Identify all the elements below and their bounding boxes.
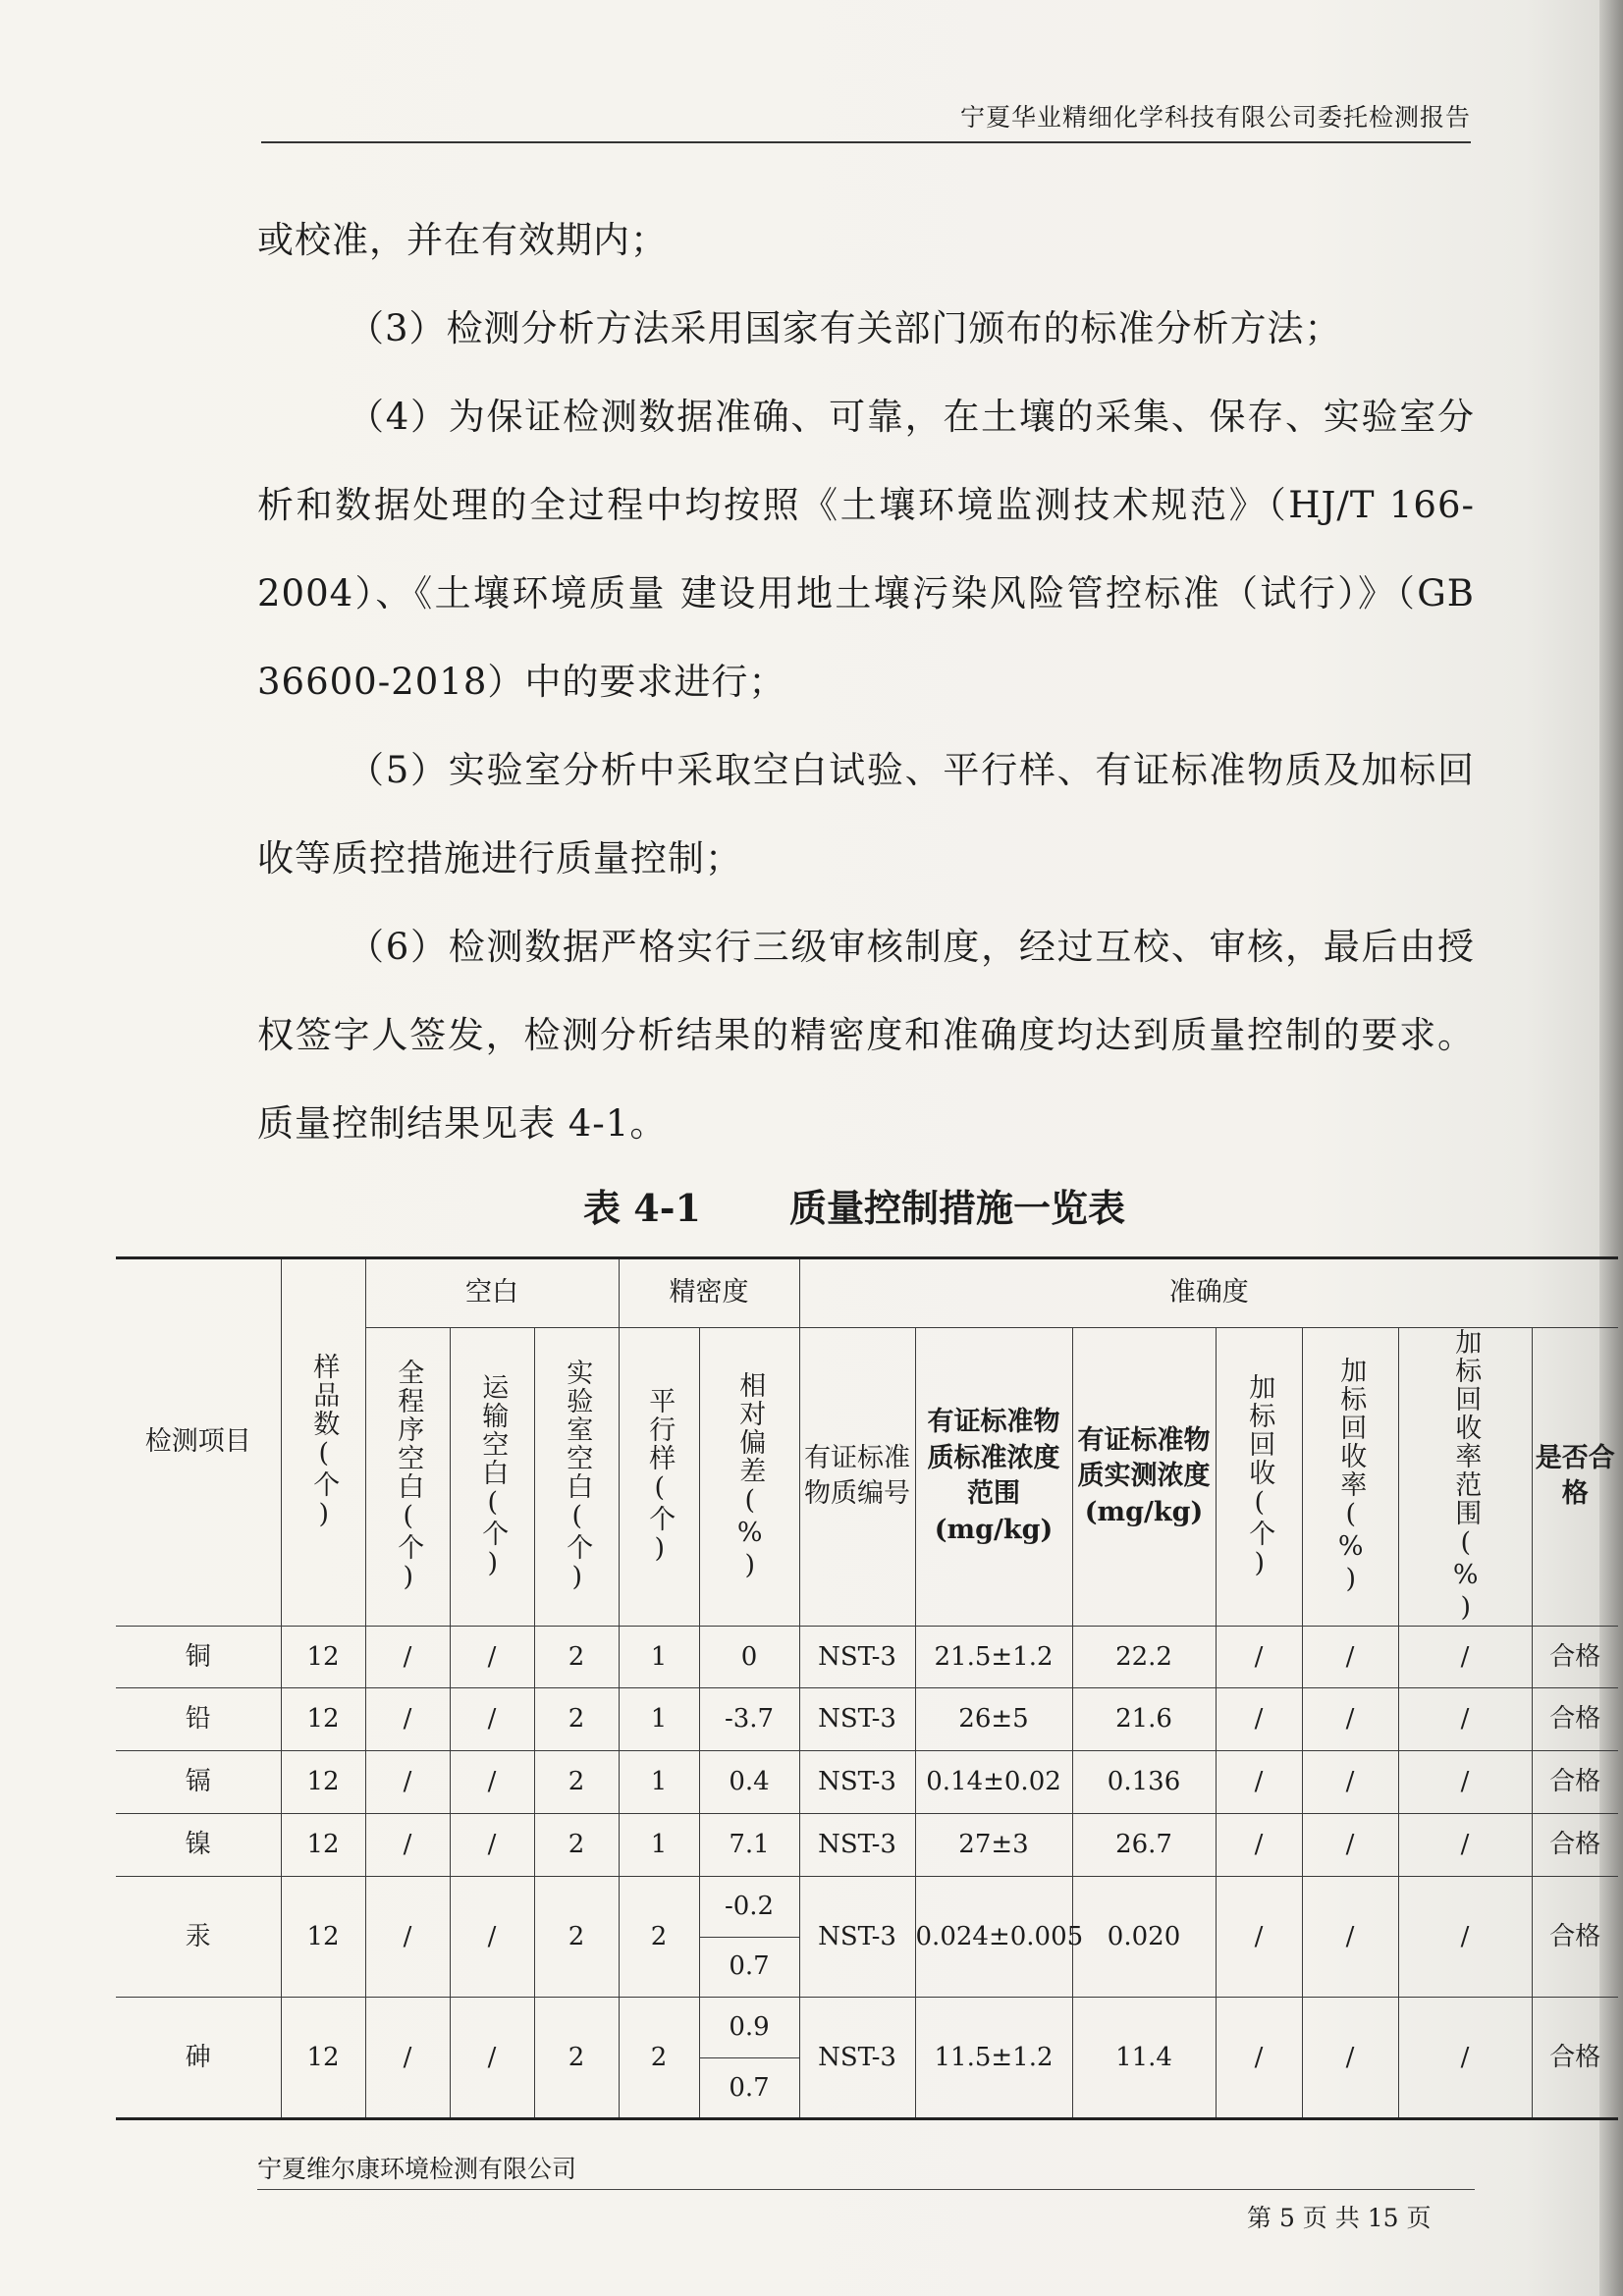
cell-crm-id: NST-3 — [799, 1814, 915, 1877]
cell-pass: 合格 — [1532, 1876, 1618, 1998]
cell-crm-id: NST-3 — [799, 1751, 915, 1814]
cell-item: 汞 — [116, 1876, 281, 1998]
table-row — [116, 1876, 1618, 1937]
table-row — [116, 1751, 1618, 1814]
cell-full-blank: / — [365, 1814, 450, 1877]
cell-lab-blank: 2 — [534, 1751, 619, 1814]
cell-crm-id: NST-3 — [799, 1688, 915, 1751]
cell-transport-blank: / — [450, 1626, 534, 1688]
cell-lab-blank: 2 — [534, 1688, 619, 1751]
table-row — [116, 1814, 1618, 1877]
header-lab-blank: 实验室空白(个) — [534, 1327, 619, 1626]
cell-parallel: 2 — [619, 1998, 699, 2119]
cell-parallel: 1 — [619, 1688, 699, 1751]
cell-rel-dev: -0.2 — [699, 1876, 799, 1937]
footer-company: 宁夏维尔康环境检测有限公司 — [257, 2155, 577, 2183]
cell-spike-rate: / — [1302, 1688, 1398, 1751]
cell-spike-count: / — [1216, 1688, 1302, 1751]
cell-rel-dev: 0.9 — [699, 1998, 799, 2058]
table-row — [116, 1626, 1618, 1688]
cell-spike-count: / — [1216, 1998, 1302, 2119]
cell-parallel: 1 — [619, 1814, 699, 1877]
header-spike-rate: 加标回收率(%) — [1302, 1327, 1398, 1626]
cell-count: 12 — [281, 1998, 365, 2119]
cell-spike-range: / — [1398, 1626, 1532, 1688]
header-transport-blank: 运输空白(个) — [450, 1327, 534, 1626]
cell-spike-range: / — [1398, 1998, 1532, 2119]
quality-control-table — [116, 1256, 1618, 2120]
cell-crm-measured: 26.7 — [1072, 1814, 1216, 1877]
group-blank: 空白 — [365, 1258, 619, 1328]
cell-crm-measured: 0.136 — [1072, 1751, 1216, 1814]
paragraph: 或校准，并在有效期内； — [257, 219, 668, 261]
cell-pass: 合格 — [1532, 1751, 1618, 1814]
page-number: 第 5 页 共 15 页 — [1247, 2204, 1432, 2232]
cell-crm-range: 0.024±0.005 — [915, 1876, 1072, 1998]
table-body — [116, 1626, 1618, 2118]
cell-crm-id: NST-3 — [799, 1998, 915, 2119]
cell-lab-blank: 2 — [534, 1876, 619, 1998]
cell-spike-count: / — [1216, 1751, 1302, 1814]
cell-spike-range: / — [1398, 1876, 1532, 1998]
cell-spike-count: / — [1216, 1626, 1302, 1688]
cell-spike-range: / — [1398, 1814, 1532, 1877]
cell-crm-measured: 11.4 — [1072, 1998, 1216, 2119]
table-title: 质量控制措施一览表 — [788, 1186, 1125, 1230]
cell-full-blank: / — [365, 1626, 450, 1688]
header-full-blank: 全程序空白(个) — [365, 1327, 450, 1626]
cell-lab-blank: 2 — [534, 1998, 619, 2119]
cell-rel-dev: 0 — [699, 1626, 799, 1688]
cell-spike-rate: / — [1302, 1626, 1398, 1688]
cell-spike-rate: / — [1302, 1814, 1398, 1877]
paragraph: （6）检测数据严格实行三级审核制度，经过互校、审核，最后由授权签字人签发，检测分析结果的精密度和准确度均达到质量控制的要求。质量控制结果见表 4-1。 — [257, 926, 1475, 1145]
paragraph: （5）实验室分析中采取空白试验、平行样、有证标准物质及加标回收等质控措施进行质量控制； — [257, 749, 1475, 880]
header-spike-count: 加标回收(个) — [1216, 1327, 1302, 1626]
cell-item: 铅 — [116, 1688, 281, 1751]
cell-rel-dev: 0.7 — [699, 1937, 799, 1998]
cell-spike-rate: / — [1302, 1998, 1398, 2119]
cell-parallel: 2 — [619, 1876, 699, 1998]
body-text — [257, 196, 1475, 1168]
cell-crm-range: 27±3 — [915, 1814, 1072, 1877]
cell-lab-blank: 2 — [534, 1814, 619, 1877]
cell-item: 砷 — [116, 1998, 281, 2119]
cell-crm-range: 0.14±0.02 — [915, 1751, 1072, 1814]
cell-count: 12 — [281, 1876, 365, 1998]
report-header: 宁夏华业精细化学科技有限公司委托检测报告 — [261, 98, 1471, 143]
paragraph: （3）检测分析方法采用国家有关部门颁布的标准分析方法； — [348, 307, 1342, 349]
cell-spike-count: / — [1216, 1814, 1302, 1877]
footer-divider — [257, 2189, 1475, 2190]
cell-transport-blank: / — [450, 1751, 534, 1814]
cell-item: 镍 — [116, 1814, 281, 1877]
cell-pass: 合格 — [1532, 1814, 1618, 1877]
cell-spike-rate: / — [1302, 1751, 1398, 1814]
cell-full-blank: / — [365, 1998, 450, 2119]
cell-parallel: 1 — [619, 1626, 699, 1688]
cell-count: 12 — [281, 1751, 365, 1814]
table-row — [116, 1998, 1618, 2058]
cell-parallel: 1 — [619, 1751, 699, 1814]
cell-rel-dev: 7.1 — [699, 1814, 799, 1877]
cell-rel-dev: 0.7 — [699, 2058, 799, 2119]
cell-item: 镉 — [116, 1751, 281, 1814]
cell-transport-blank: / — [450, 1998, 534, 2119]
cell-count: 12 — [281, 1688, 365, 1751]
header-count: 样品数(个) — [281, 1258, 365, 1627]
cell-rel-dev: 0.4 — [699, 1751, 799, 1814]
cell-transport-blank: / — [450, 1876, 534, 1998]
cell-crm-id: NST-3 — [799, 1626, 915, 1688]
cell-crm-range: 21.5±1.2 — [915, 1626, 1072, 1688]
header-spike-range: 加标回收率范围(%) — [1398, 1327, 1532, 1626]
cell-transport-blank: / — [450, 1814, 534, 1877]
cell-spike-range: / — [1398, 1751, 1532, 1814]
table-number: 表 4-1 — [583, 1186, 701, 1230]
header-parallel: 平行样(个) — [619, 1327, 699, 1626]
cell-transport-blank: / — [450, 1688, 534, 1751]
cell-crm-measured: 22.2 — [1072, 1626, 1216, 1688]
header-rel-dev: 相对偏差(%) — [699, 1327, 799, 1626]
header-pass: 是否合格 — [1532, 1327, 1618, 1626]
table-row — [116, 1688, 1618, 1751]
cell-rel-dev: -3.7 — [699, 1688, 799, 1751]
cell-spike-range: / — [1398, 1688, 1532, 1751]
cell-pass: 合格 — [1532, 1626, 1618, 1688]
header-item: 检测项目 — [116, 1258, 281, 1627]
header-crm-id: 有证标准物质编号 — [799, 1327, 915, 1626]
cell-item: 铜 — [116, 1626, 281, 1688]
header-crm-range: 有证标准物质标准浓度范围(mg/kg) — [915, 1327, 1072, 1626]
header-crm-measured: 有证标准物质实测浓度(mg/kg) — [1072, 1327, 1216, 1626]
cell-count: 12 — [281, 1626, 365, 1688]
cell-full-blank: / — [365, 1876, 450, 1998]
cell-crm-measured: 0.020 — [1072, 1876, 1216, 1998]
cell-spike-count: / — [1216, 1876, 1302, 1998]
cell-pass: 合格 — [1532, 1998, 1618, 2119]
cell-crm-id: NST-3 — [799, 1876, 915, 1998]
cell-pass: 合格 — [1532, 1688, 1618, 1751]
table-caption — [0, 1178, 1623, 1232]
cell-crm-range: 11.5±1.2 — [915, 1998, 1072, 2119]
cell-full-blank: / — [365, 1688, 450, 1751]
group-precision: 精密度 — [619, 1258, 799, 1328]
cell-full-blank: / — [365, 1751, 450, 1814]
cell-lab-blank: 2 — [534, 1626, 619, 1688]
cell-crm-measured: 21.6 — [1072, 1688, 1216, 1751]
cell-crm-range: 26±5 — [915, 1688, 1072, 1751]
cell-spike-rate: / — [1302, 1876, 1398, 1998]
group-accuracy: 准确度 — [799, 1258, 1618, 1328]
cell-count: 12 — [281, 1814, 365, 1877]
paragraph: （4）为保证检测数据准确、可靠，在土壤的采集、保存、实验室分析和数据处理的全过程中均按照《土壤环境监测技术规范》（HJ/T 166-2004）、《土壤环境质量 建设用地土壤污染风险管控标准（试行）》（GB 36600-2018）中的要求进行； — [257, 396, 1475, 703]
